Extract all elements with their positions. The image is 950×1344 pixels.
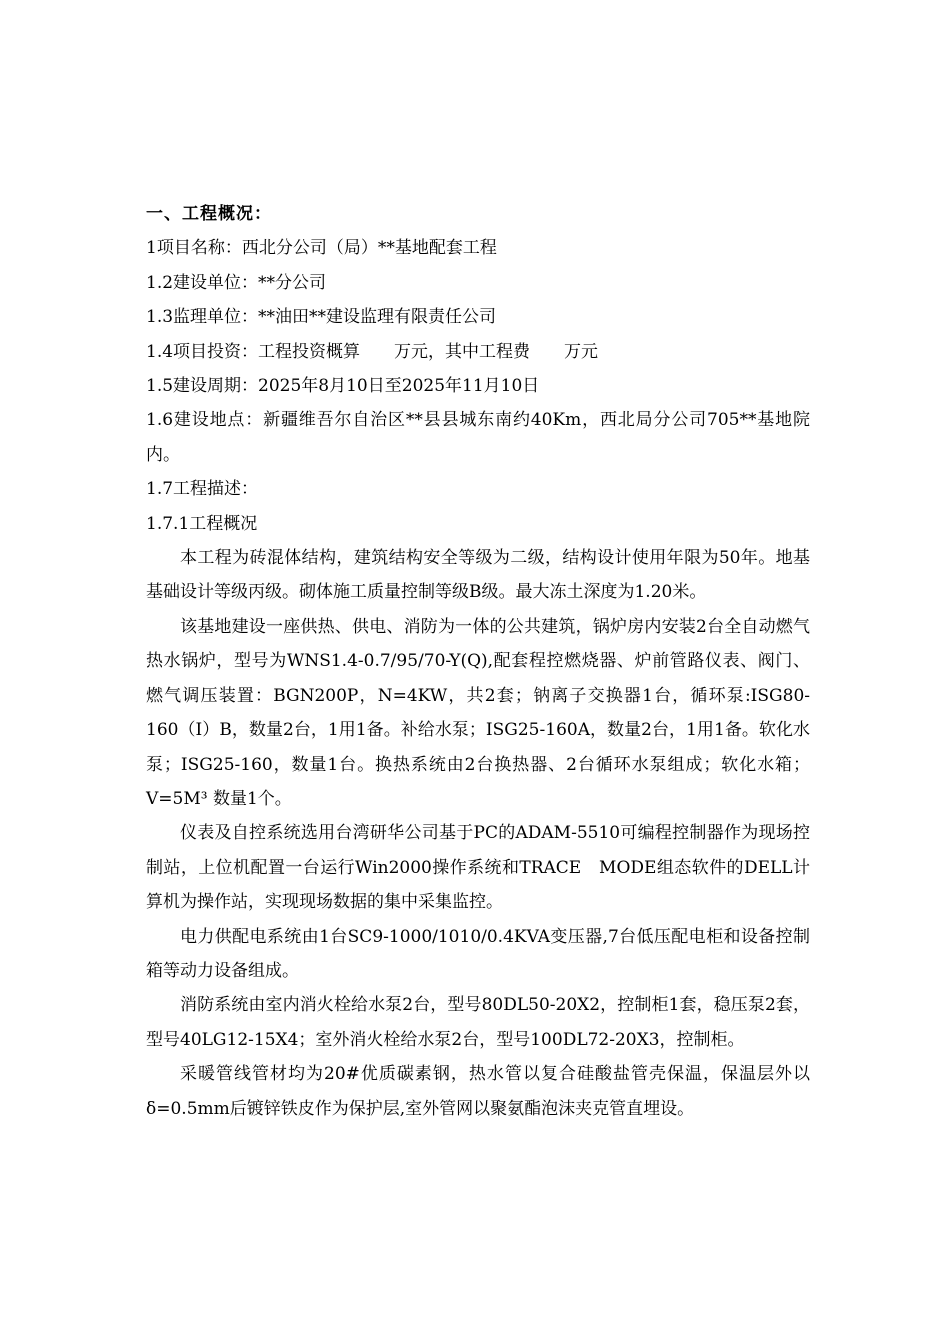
supervisor-line: 1.3监理单位：**油田**建设监理有限责任公司 bbox=[146, 307, 497, 328]
overview-title: 1.7.1工程概况 bbox=[146, 513, 258, 534]
paragraph-boiler: 该基地建设一座供热、供电、消防为一体的公共建筑，锅炉房内安装2台全自动燃气热水锅炉，型号为WNS1.4-0.7/95/70-Y(Q),配套程控燃烧器、炉前管路仪表、阀门、燃气调压装置：BGN200P，N=4KW，共2套；钠离子交换器1台，循环泵:ISG80-160（I）B，数量2台，1用1备。补给水泵；ISG25-160A，数量2台，1用1备。软化水泵；ISG25-160，数量1台。换热系统由2台换热器、2台循环水泵组成；软化水箱；V=5M³ 数量1个。 bbox=[146, 616, 810, 809]
period-line: 1.5建设周期：2025年8月10日至2025年11月10日 bbox=[146, 376, 540, 397]
paragraph-control: 仪表及自控系统选用台湾研华公司基于PC的ADAM-5510可编程控制器作为现场控制站，上位机配置一台运行Win2000操作系统和TRACE MODE组态软件的DELL计算机为操作站，实现现场数据的集中采集监控。 bbox=[146, 823, 810, 913]
location-line: 1.6建设地点：新疆维吾尔自治区**县县城东南约40Km，西北局分公司705**基地院内。 bbox=[146, 410, 810, 465]
investment-line: 1.4项目投资：工程投资概算 万元，其中工程费 万元 bbox=[146, 341, 599, 362]
paragraph-fire: 消防系统由室内消火栓给水泵2台，型号80DL50-20X2，控制柜1套，稳压泵2套，型号40LG12-15X4；室外消火栓给水泵2台，型号100DL72-20X3，控制柜。 bbox=[146, 995, 810, 1050]
builder-line: 1.2建设单位：**分公司 bbox=[146, 272, 327, 293]
paragraph-heating: 采暖管线管材均为20#优质碳素钢，热水管以复合硅酸盐管壳保温，保温层外以δ=0.5mm后镀锌铁皮作为保护层,室外管网以聚氨酯泡沫夹克管直埋设。 bbox=[146, 1064, 810, 1119]
section-heading: 一、工程概况： bbox=[146, 204, 272, 224]
description-title: 1.7工程描述： bbox=[146, 479, 259, 500]
paragraph-structure: 本工程为砖混体结构，建筑结构安全等级为二级，结构设计使用年限为50年。地基基础设计等级丙级。砌体施工质量控制等级B级。最大冻土深度为1.20米。 bbox=[146, 548, 810, 603]
document-body bbox=[146, 197, 810, 1126]
project-name-line: 1项目名称：西北分公司（局）**基地配套工程 bbox=[146, 238, 497, 259]
paragraph-power: 电力供配电系统由1台SC9-1000/1010/0.4KVA变压器,7台低压配电柜和设备控制箱等动力设备组成。 bbox=[146, 926, 810, 981]
